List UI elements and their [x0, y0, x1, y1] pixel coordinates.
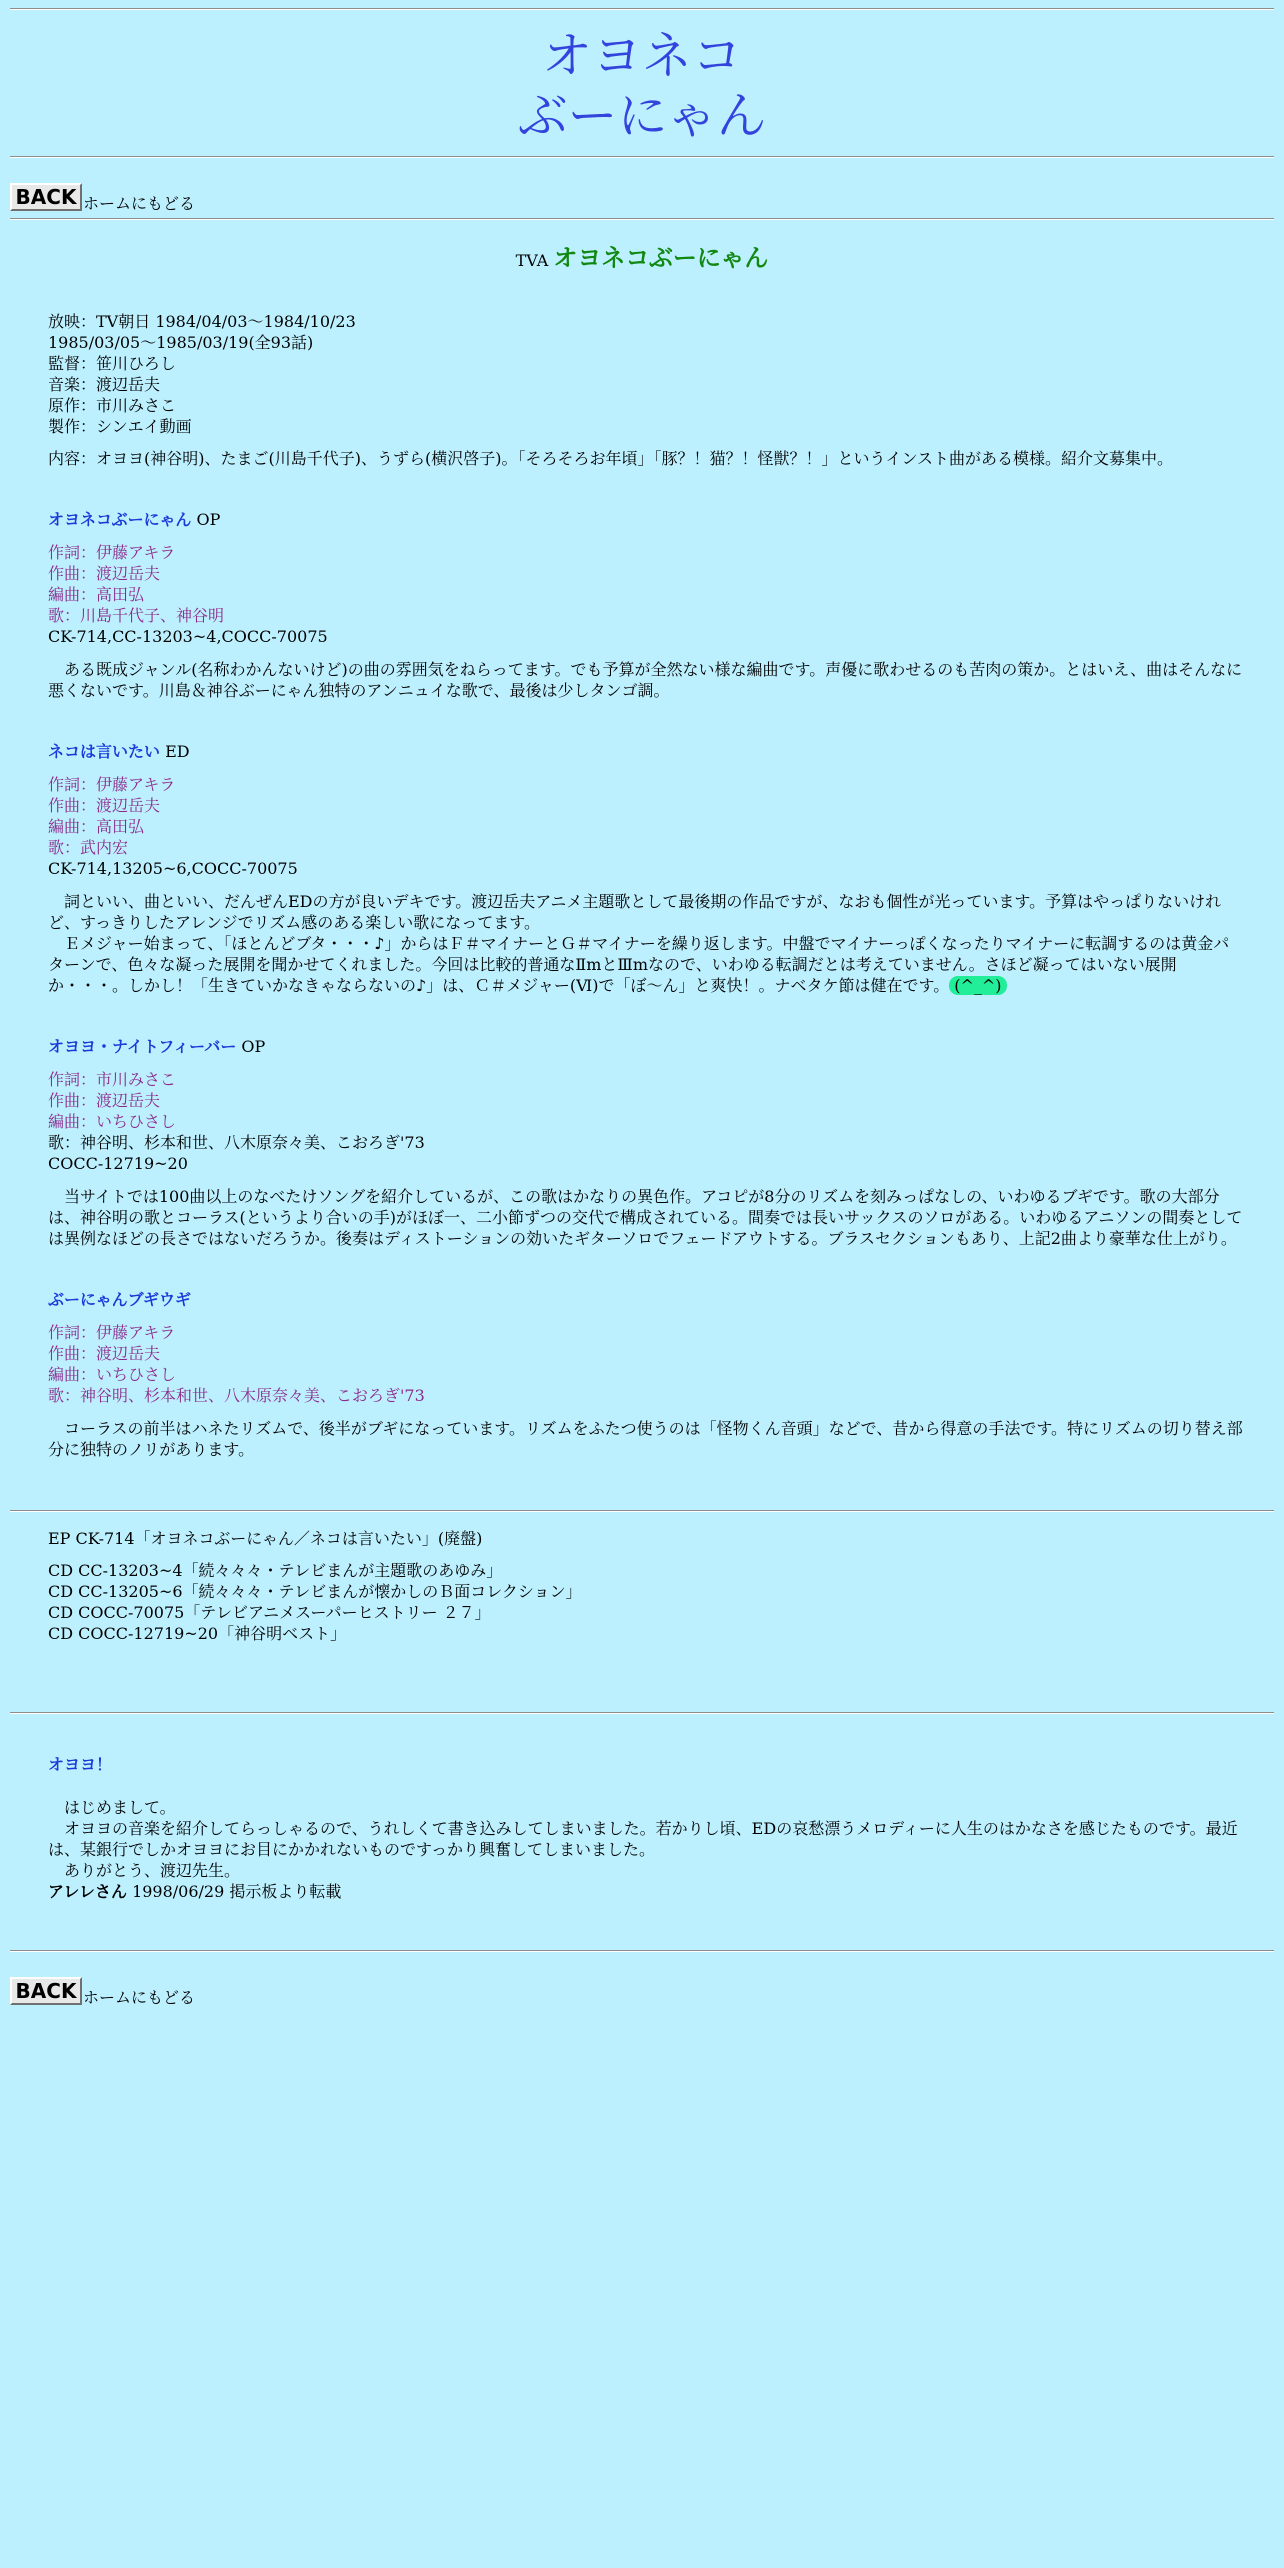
ep-record: EP CK-714「オヨネコぶーにゃん／ネコは言いたい」(廃盤) [48, 1529, 483, 1548]
song-heading [48, 1289, 1244, 1310]
production: 製作：シンエイ動画 [48, 417, 192, 436]
catalog: CK-714,13205~6,COCC-70075 [48, 859, 298, 878]
song-title: オヨネコぶーにゃん [48, 510, 192, 529]
tva-title [10, 244, 1274, 272]
title-line-2: ぶーにゃん [517, 87, 767, 145]
nav-top [10, 158, 1274, 218]
cd-item: CD CC-13203~4「続々々々・テレビまんが主題歌のあゆみ」 [48, 1561, 503, 1580]
song-heading [48, 509, 1244, 530]
broadcast-line-2: 1985/03/05～1985/03/19(全93話) [48, 333, 314, 352]
music: 音楽：渡辺岳夫 [48, 375, 161, 394]
cd-item: CD COCC-12719~20「神谷明ベスト」 [48, 1624, 347, 1643]
arranger: 編曲：いちひさし [48, 1112, 177, 1131]
description-part-1: 詞といい、曲といい、だんぜんEDの方が良いデキです。渡辺岳夫アニメ主題歌として最後期の作品ですが、なおも個性が光っています。予算はやっぱりないけれど、すっきりしたアレンジでリズム感のある楽しい歌になってます。 [48, 892, 1222, 932]
song-description: 当サイトでは100曲以上のなべたけソングを紹介しているが、この歌はかなりの異色作。アコピが8分のリズムを刻みっぱなしの、いわゆるブギです。歌の大部分は、神谷明の歌とコーラス(というより合いの手)がほぼ一、二小節ずつの交代で構成されている。間奏では長いサックスのソロがある。いわゆるアニソンの間奏としては異例なほどの長さではないだろうか。後奏はディストーションの効いたギターソロでフェードアウトする。ブラスセクションもあり、上記2曲より豪華な仕上がり。 [48, 1187, 1243, 1248]
cd-list [48, 1560, 1244, 1644]
song-credits [48, 774, 1244, 879]
broadcast-line-1: 放映：TV朝日 1984/04/03～1984/10/23 [48, 312, 356, 331]
lyricist: 作詞：伊藤アキラ [48, 543, 176, 562]
original: 原作：市川みさこ [48, 396, 177, 415]
song-credits [48, 1322, 1244, 1406]
catalog: COCC-12719~20 [48, 1154, 188, 1173]
song-type: OP [241, 1037, 266, 1056]
composer: 作曲：渡辺岳夫 [48, 1344, 161, 1363]
title-line-1: オヨネコ [542, 27, 742, 85]
info-block [48, 311, 1244, 437]
back-button[interactable]: BACK [10, 183, 82, 211]
post-line: ありがとう、渡辺先生。 [48, 1861, 241, 1880]
post-signature [48, 1881, 1244, 1902]
singer: 歌：神谷明、杉本和世、八木原奈々美、こおろぎ'73 [48, 1133, 425, 1152]
page-title [10, 10, 1274, 156]
post-line: オヨヨの音楽を紹介してらっしゃるので、うれしくて書き込みしてしまいました。若かりし頃、EDの哀愁漂うメロディーに人生のはかなさを感じたものです。最近は、某銀行でしかオヨヨにお目にかかれないものですっかり興奮してしまいました。 [48, 1819, 1238, 1859]
composer: 作曲：渡辺岳夫 [48, 796, 161, 815]
arranger: 編曲：高田弘 [48, 817, 145, 836]
singer: 歌：川島千代子、神谷明 [48, 606, 225, 625]
lyricist: 作詞：市川みさこ [48, 1070, 177, 1089]
lyricist: 作詞：伊藤アキラ [48, 775, 176, 794]
song-type: OP [196, 510, 221, 529]
arranger: 編曲：いちひさし [48, 1365, 177, 1384]
cd-item: CD COCC-70075「テレビアニメスーパーヒストリー ２７」 [48, 1603, 491, 1622]
lyricist: 作詞：伊藤アキラ [48, 1323, 176, 1342]
singer: 歌：武内宏 [48, 838, 129, 857]
home-link-label[interactable]: ホームにもどる [83, 194, 196, 213]
composer: 作曲：渡辺岳夫 [48, 564, 161, 583]
home-link-label[interactable]: ホームにもどる [83, 1988, 196, 2007]
catalog: CK-714,CC-13203~4,COCC-70075 [48, 627, 328, 646]
song-description: コーラスの前半はハネたリズムで、後半がブギになっています。リズムをふたつ使うのは「怪物くん音頭」などで、昔から得意の手法です。特にリズムの切り替え部分に独特のノリがあります。 [48, 1419, 1243, 1459]
nav-divider [10, 218, 1274, 220]
song-credits [48, 1069, 1244, 1174]
song-heading [48, 1036, 1244, 1057]
post-author: アレレさん [48, 1882, 127, 1901]
discography [10, 1512, 1274, 1712]
singer: 歌：神谷明、杉本和世、八木原奈々美、こおろぎ'73 [48, 1386, 425, 1405]
smiley-badge: (^_^) [949, 976, 1006, 995]
song-heading [48, 741, 1244, 762]
description-part-2: Ｅメジャー始まって、「ほとんどブタ・・・♪」からはＦ＃マイナーとＧ＃マイナーを繰り返します。中盤でマイナーっぽくなったりマイナーに転調するのは黄金パターンで、色々な凝った展開を聞かせてくれました。今回は比較的普通なⅡmとⅢmなので、いわゆる転調だとは考えていません。さほど凝ってはいない展開か・・・。しかし！「生きていかなきゃならないの♪」は、Ｃ＃メジャー(Ⅵ)で「ぼ～ん」と爽快！。ナベタケ節は健在です。 [48, 934, 1230, 995]
song-title: オヨヨ・ナイトフィーバー [48, 1037, 237, 1056]
song-credits [48, 542, 1244, 647]
song-title: ネコは言いたい [48, 742, 161, 761]
director: 監督：笹川ひろし [48, 354, 177, 373]
song-type: ED [165, 742, 190, 761]
song-title: ぶーにゃんブギウギ [48, 1290, 192, 1309]
arranger: 編曲：高田弘 [48, 585, 145, 604]
nav-bottom [10, 1952, 1274, 2012]
guestbook-post [10, 1714, 1274, 1950]
composer: 作曲：渡辺岳夫 [48, 1091, 161, 1110]
post-title: オヨヨ！ [48, 1755, 113, 1774]
content-summary: 内容：オヨヨ(神谷明)、たまご(川島千代子)、うずら(横沢啓子)。「そろそろお年頃」「豚？！猫？！怪獣？！」というインスト曲がある模様。紹介文募集中。 [48, 449, 1173, 468]
post-date: 1998/06/29 掲示板より転載 [132, 1882, 342, 1901]
cd-item: CD CC-13205~6「続々々々・テレビまんが懐かしのＢ面コレクション」 [48, 1582, 582, 1601]
tva-prefix: TVA [515, 251, 549, 270]
song-description [48, 891, 1244, 996]
post-line: はじめまして。 [48, 1798, 176, 1817]
tva-name: オヨネコぶーにゃん [553, 244, 769, 272]
back-button[interactable]: BACK [10, 1977, 82, 2005]
song-description: ある既成ジャンル(名称わかんないけど)の曲の雰囲気をねらってます。でも予算が全然ない様な編曲です。声優に歌わせるのも苦肉の策か。とはいえ、曲はそんなに悪くないです。川島＆神谷ぶーにゃん独特のアンニュイな歌で、最後は少しタンゴ調。 [48, 660, 1243, 700]
